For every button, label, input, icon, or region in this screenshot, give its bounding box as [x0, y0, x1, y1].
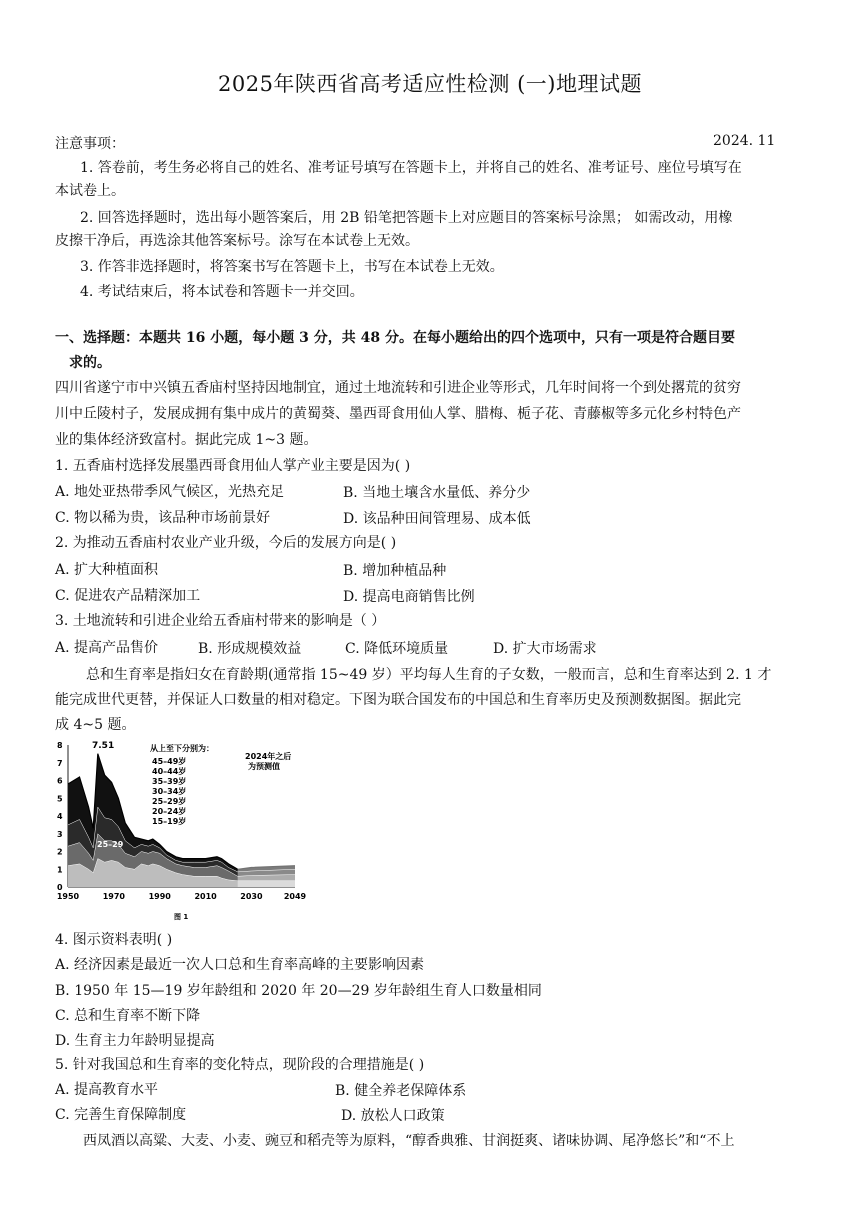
q1-option-c: C. 物以稀为贵，该品种市场前景好 — [55, 510, 271, 526]
y-tick-label: 6 — [57, 776, 63, 786]
q2-option-c: C. 促进农产品精深加工 — [55, 588, 201, 604]
passage-line: 总和生育率是指妇女在育龄期(通常指 15~49 岁）平均每人生育的子女数，一般而言，总和生育率达到 2. 1 才 — [86, 667, 772, 683]
passage-line: 川中丘陵村子，发展成拥有集中成片的黄蜀葵、墨西哥食用仙人掌、腊梅、栀子花、青藤椒等多元化乡村特色产 — [55, 406, 741, 422]
band-label: 25–29 — [97, 840, 124, 849]
y-tick-label: 1 — [57, 865, 63, 875]
q4-option-b: B. 1950 年 15—19 岁年龄组和 2020 年 20—29 岁年龄组生育人口数量相同 — [55, 983, 542, 999]
y-axis — [57, 741, 68, 892]
legend-item: 30–34岁 — [152, 787, 187, 796]
y-tick-label: 7 — [57, 758, 63, 768]
q3-option-c: C. 降低环境质量 — [345, 641, 449, 657]
section-heading: 一、选择题：本题共 16 小题，每小题 3 分，共 48 分。在每小题给出的四个选项中，只有一项是符合题目要 — [55, 330, 735, 346]
legend-item: 25–29岁 — [152, 797, 187, 806]
passage-line: 西凤酒以高粱、大麦、小麦、豌豆和稻壳等为原料，“醇香典雅、甘润挺爽、诸味协调、尾净悠长”和“不上 — [83, 1133, 735, 1149]
q4-option-c: C. 总和生育率不断下降 — [55, 1008, 201, 1024]
q2-option-b: B. 增加种植品种 — [343, 563, 447, 579]
legend-title: 从上至下分别为： — [150, 744, 214, 753]
q4-option-d: D. 生育主力年龄明显提高 — [55, 1033, 215, 1049]
peak-label: 7.51 — [92, 741, 115, 751]
x-tick-label: 2030 — [240, 892, 263, 901]
q1-option-d: D. 该品种田间管理易、成本低 — [343, 511, 531, 527]
forecast-note: 2024年之后 — [245, 752, 292, 761]
q5-option-a: A. 提高教育水平 — [55, 1082, 159, 1098]
notice-item: 3. 作答非选择题时，将答案书写在答题卡上，书写在本试卷上无效。 — [80, 259, 504, 275]
chart-legend — [150, 743, 214, 826]
q1-option-a: A. 地处亚热带季风气候区，光热充足 — [55, 484, 285, 500]
section-heading-cont: 求的。 — [69, 355, 111, 371]
x-tick-label: 2049 — [283, 892, 307, 901]
question-2-stem: 2. 为推动五香庙村农业产业升级，今后的发展方向是( ) — [55, 535, 397, 551]
legend-item: 45–49岁 — [152, 757, 187, 766]
question-4-stem: 4. 图示资料表明( ) — [55, 932, 173, 948]
question-5-stem: 5. 针对我国总和生育率的变化特点，现阶段的合理措施是( ) — [55, 1057, 425, 1073]
notice-item: 4. 考试结束后，将本试卷和答题卡一并交回。 — [80, 284, 364, 300]
q5-option-c: C. 完善生育保障制度 — [55, 1107, 187, 1123]
y-tick-label: 0 — [57, 883, 63, 892]
passage-line: 能完成世代更替，并保证人口数量的相对稳定。下图为联合国发布的中国总和生育率历史及预测数据图。据此完 — [55, 692, 741, 708]
q3-option-a: A. 提高产品售价 — [55, 640, 159, 656]
fertility-rate-chart — [55, 737, 310, 925]
x-tick-label: 1970 — [102, 892, 125, 901]
q2-option-a: A. 扩大种植面积 — [55, 562, 159, 578]
notice-item: 2. 回答选择题时，选出每小题答案后，用 2B 铅笔把答题卡上对应题目的答案标号涂黑； 如需改动，用橡 — [80, 210, 733, 226]
figure-caption: 图 1 — [174, 913, 189, 921]
x-tick-label: 1950 — [56, 892, 80, 901]
legend-item: 15–19岁 — [152, 817, 187, 826]
question-1-stem: 1. 五香庙村选择发展墨西哥食用仙人掌产业主要是因为( ) — [55, 458, 411, 474]
x-tick-label: 2010 — [194, 892, 217, 901]
y-tick-label: 3 — [57, 829, 63, 839]
notice-date: 2024. 11 — [713, 133, 776, 149]
q5-option-b: B. 健全养老保障体系 — [335, 1083, 467, 1099]
q1-option-b: B. 当地土壤含水量低、养分少 — [343, 485, 531, 501]
legend-item: 20–24岁 — [152, 807, 187, 816]
notice-heading: 注意事项： — [55, 136, 125, 152]
q3-option-d: D. 扩大市场需求 — [493, 641, 597, 657]
q3-option-b: B. 形成规模效益 — [198, 641, 302, 657]
q4-option-a: A. 经济因素是最近一次人口总和生育率高峰的主要影响因素 — [55, 957, 425, 973]
passage-line: 成 4~5 题。 — [55, 717, 136, 733]
q2-option-d: D. 提高电商销售比例 — [343, 589, 475, 605]
y-tick-label: 8 — [57, 741, 63, 750]
question-3-stem: 3. 土地流转和引进企业给五香庙村带来的影响是（ ） — [55, 613, 386, 629]
y-tick-label: 5 — [57, 794, 63, 804]
page-title: 2025年陕西省高考适应性检测 (一)地理试题 — [217, 72, 642, 96]
y-tick-label: 2 — [57, 847, 63, 857]
forecast-note: 为预测值 — [248, 762, 280, 771]
legend-item: 40–44岁 — [152, 767, 187, 776]
notice-item: 皮擦干净后，再选涂其他答案标号。涂写在本试卷上无效。 — [55, 233, 419, 249]
x-tick-label: 1990 — [148, 892, 171, 901]
y-tick-label: 4 — [57, 812, 63, 821]
notice-item: 1. 答卷前，考生务必将自己的姓名、准考证号填写在答题卡上，并将自己的姓名、准考证号、座位号填写在 — [80, 160, 742, 176]
q5-option-d: D. 放松人口政策 — [341, 1108, 445, 1124]
notice-item: 本试卷上。 — [55, 183, 125, 199]
legend-item: 35–39岁 — [152, 777, 187, 786]
x-axis — [57, 887, 307, 901]
passage-line: 业的集体经济致富村。据此完成 1~3 题。 — [55, 432, 318, 448]
passage-line: 四川省遂宁市中兴镇五香庙村坚持因地制宜，通过土地流转和引进企业等形式，几年时间将一个到处撂荒的贫穷 — [55, 380, 741, 396]
